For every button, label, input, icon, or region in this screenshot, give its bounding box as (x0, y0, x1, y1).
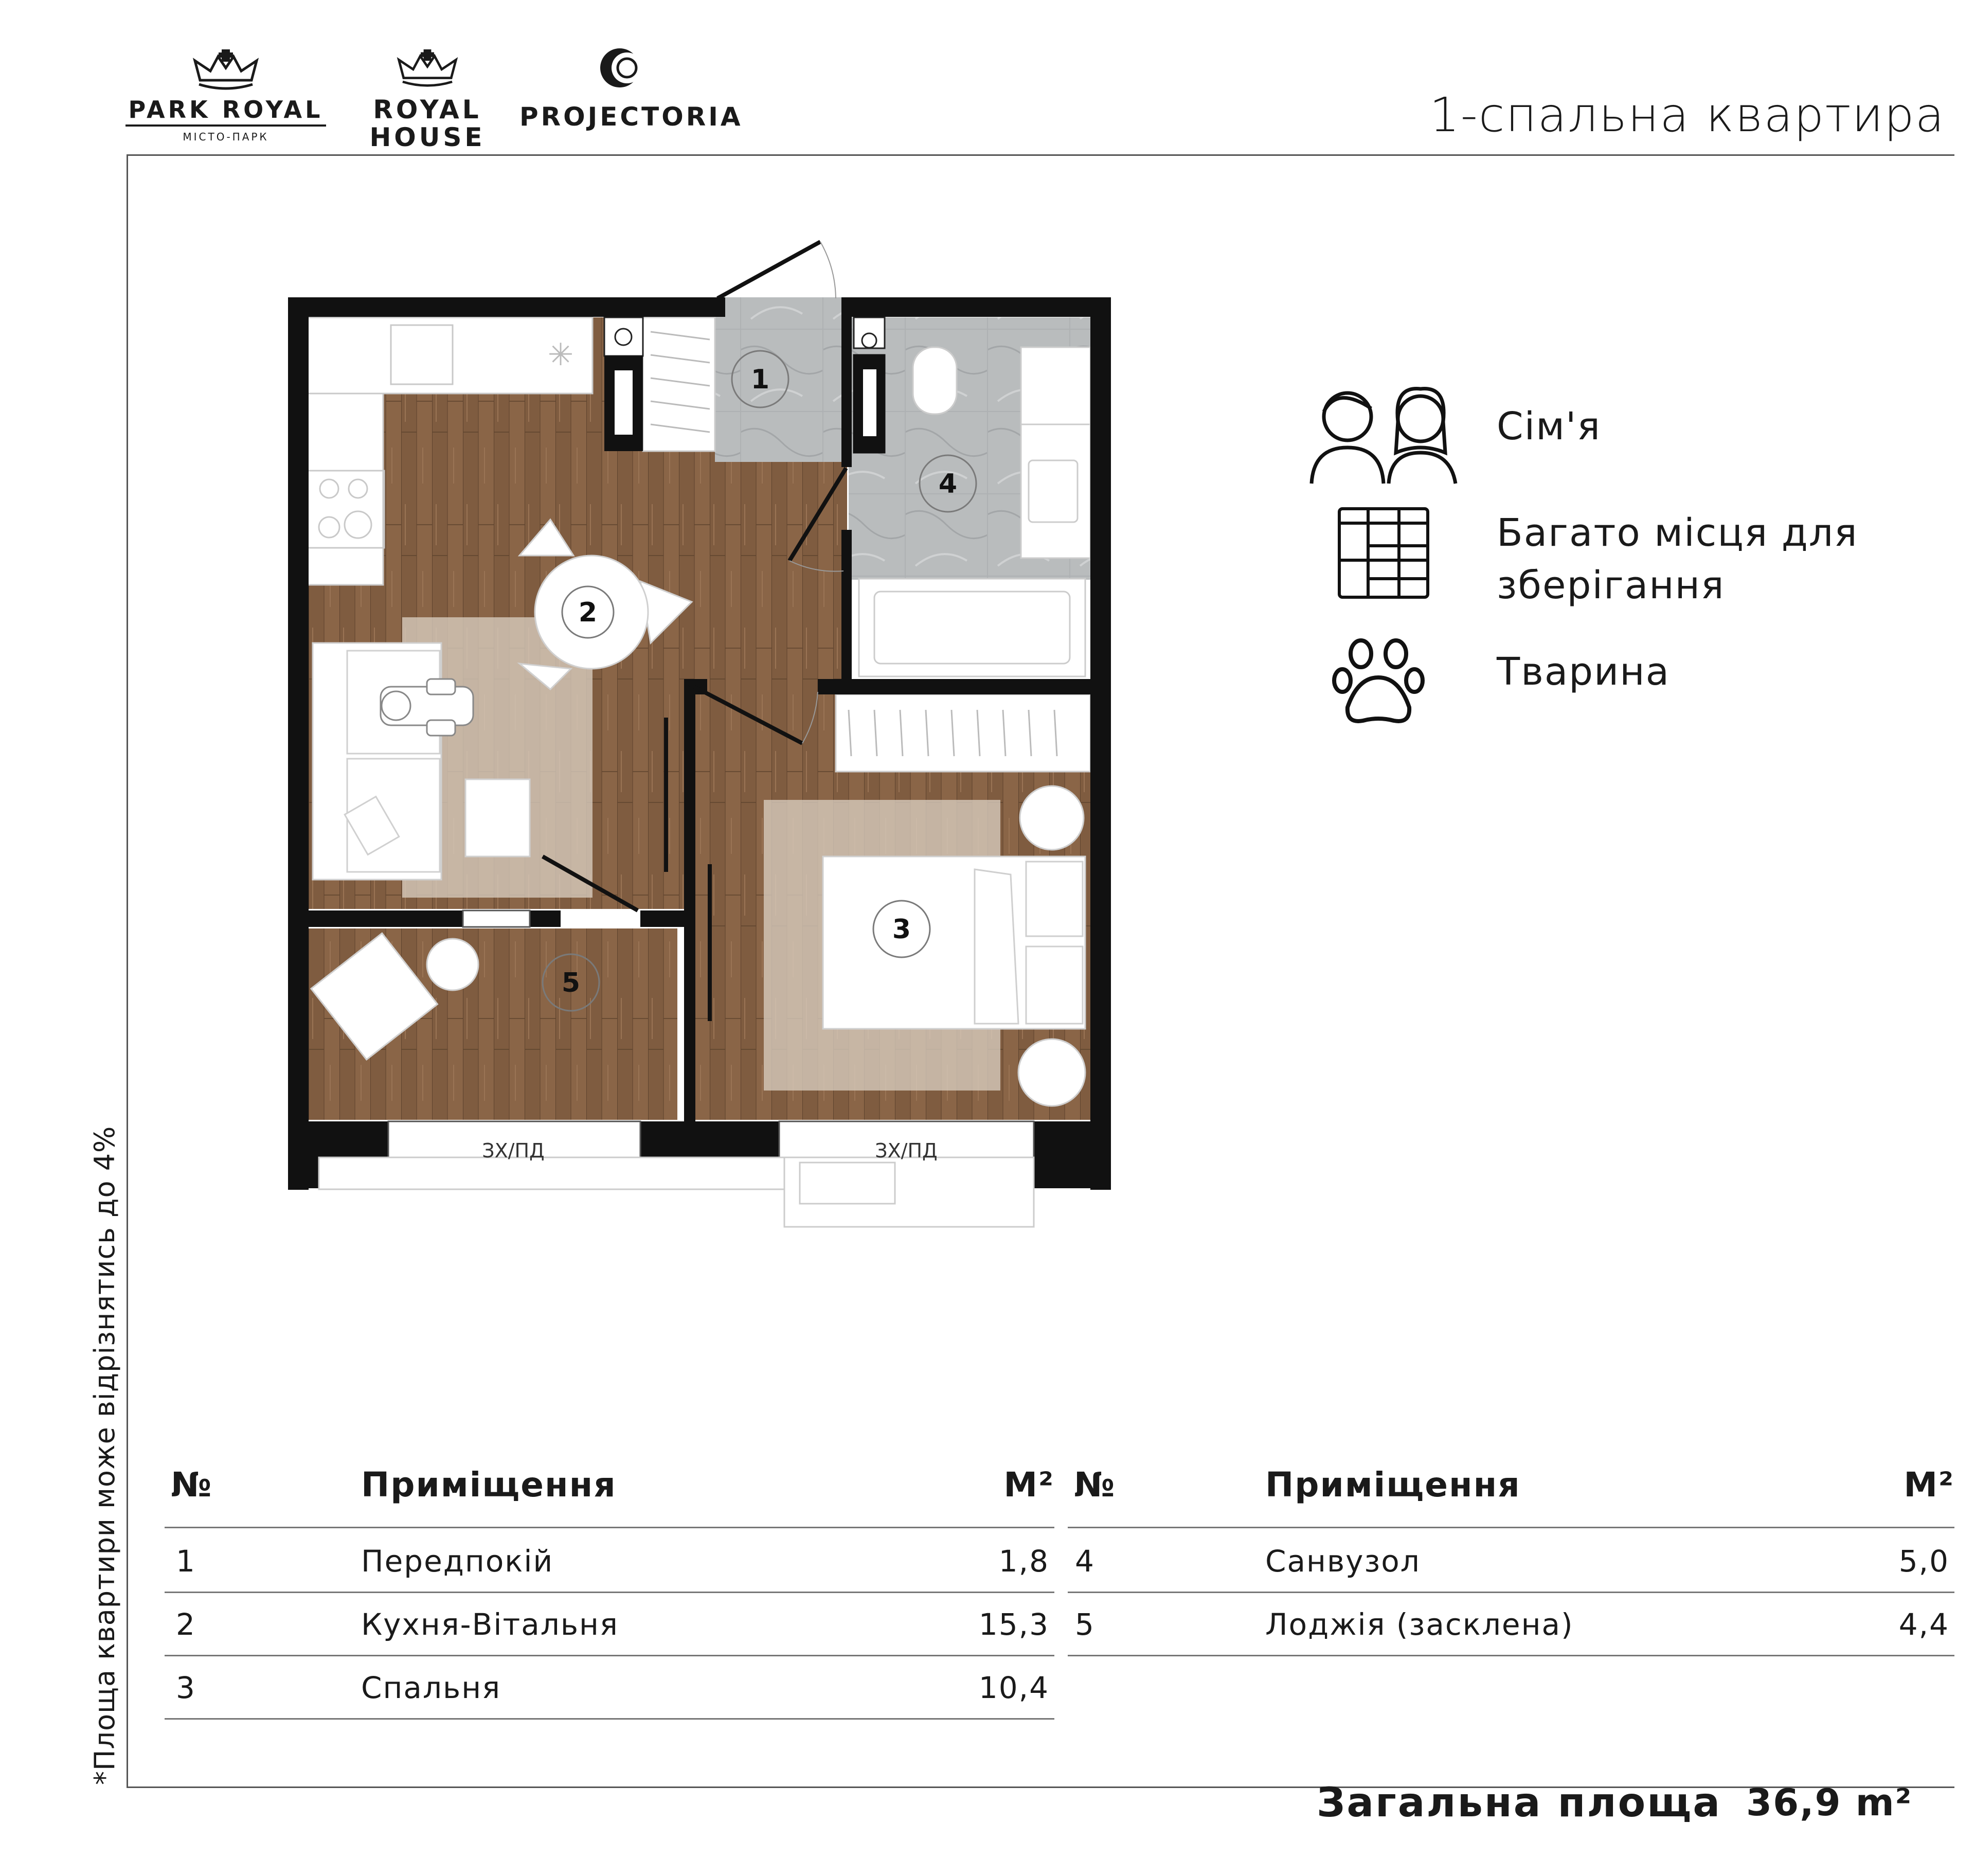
row-num: 3 (176, 1670, 196, 1705)
row-num: 1 (176, 1544, 196, 1579)
row-room: Передпокій (361, 1544, 554, 1579)
row-room: Санвузол (1265, 1544, 1421, 1579)
table-row (165, 1655, 1054, 1720)
park-royal-name: PARK ROYAL (125, 98, 326, 127)
room-number-3: 3 (892, 914, 911, 945)
row-num: 5 (1075, 1607, 1095, 1642)
total-area-value: 36,9 m² (1746, 1781, 1913, 1824)
row-num: 4 (1075, 1544, 1095, 1579)
room-table-left (165, 1465, 1054, 1712)
feature-pet (1306, 635, 1924, 738)
hall-wardrobe (643, 317, 715, 451)
area-disclaimer: *Площа квартири може відрізнятись до 4% (88, 1125, 121, 1785)
floor-plan (0, 0, 1132, 1260)
projectoria-name: PROJECTORIA (519, 102, 743, 132)
row-room: Лоджія (засклена) (1265, 1607, 1574, 1642)
fan-icon: ✳ (547, 337, 574, 373)
hall-boiler (604, 317, 643, 451)
room-number-5: 5 (561, 968, 581, 998)
window-label-left: ЗХ/ПД (482, 1139, 545, 1162)
royal-house-line2: HOUSE (369, 122, 486, 152)
royal-house-line1: ROYAL (373, 95, 482, 124)
room-number-1: 1 (750, 364, 770, 395)
total-area-label: Загальна площа (1317, 1780, 1722, 1826)
table-header-area: М² (1904, 1465, 1954, 1505)
table-row (165, 1592, 1054, 1656)
table-header-num: № (171, 1465, 213, 1505)
table-header-num: № (1074, 1465, 1116, 1505)
hall-floor (715, 297, 846, 462)
row-area: 5,0 (1898, 1544, 1949, 1579)
table-header-room: Приміщення (361, 1465, 617, 1505)
row-area: 10,4 (978, 1670, 1049, 1705)
table-header-room: Приміщення (1265, 1465, 1521, 1505)
feature-pet-label: Тварина (1497, 650, 1670, 694)
row-num: 2 (176, 1607, 196, 1642)
feature-family-label: Сім'я (1497, 404, 1601, 449)
park-royal-sub: МІСТО-ПАРК (183, 131, 269, 143)
row-area: 1,8 (998, 1544, 1049, 1579)
page-title: 1-спальна квартира (1429, 87, 1945, 142)
feature-storage-label: Багато місця для зберігання (1497, 511, 1858, 608)
sofa (313, 643, 441, 880)
row-area: 15,3 (978, 1607, 1049, 1642)
feature-storage (1306, 507, 1924, 625)
room-number-2: 2 (578, 597, 598, 628)
table-row (165, 1528, 1054, 1593)
table-header-area: М² (1003, 1465, 1054, 1505)
coffee-table (465, 779, 530, 856)
paw-icon (1332, 635, 1425, 728)
room-number-4: 4 (938, 469, 958, 499)
row-room: Кухня-Вітальня (361, 1607, 619, 1642)
room-table-right (1068, 1465, 1954, 1650)
row-area: 4,4 (1898, 1607, 1949, 1642)
feature-family (1306, 376, 1924, 494)
wardrobe-icon (1337, 507, 1430, 599)
family-icon (1306, 376, 1461, 489)
table-row (1068, 1592, 1954, 1656)
bedroom-wardrobe (836, 694, 1090, 772)
window-label-right: ЗХ/ПД (875, 1139, 938, 1162)
row-room: Спальня (361, 1670, 501, 1705)
table-row (1068, 1528, 1954, 1593)
